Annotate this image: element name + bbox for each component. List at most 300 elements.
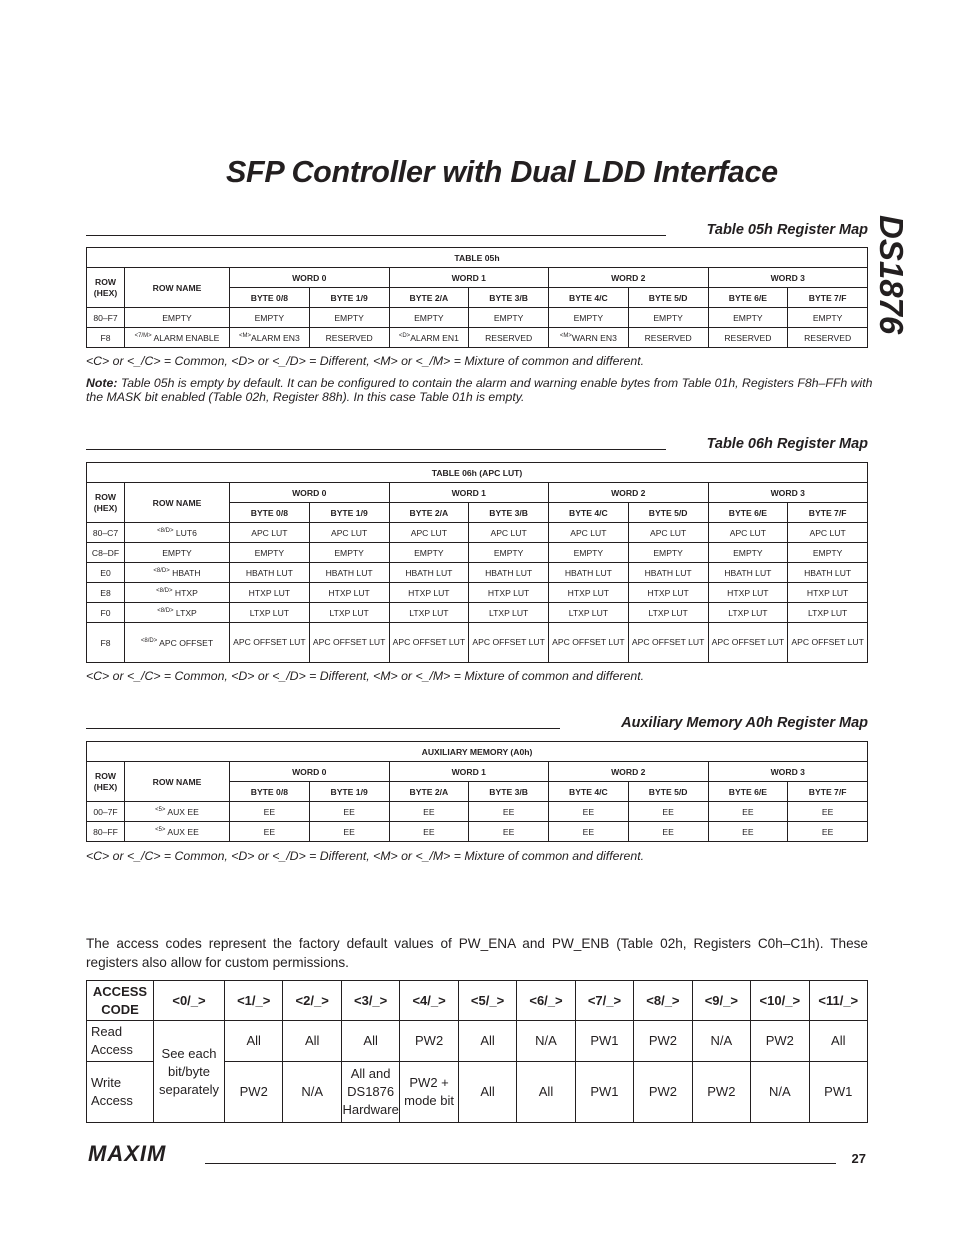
- row-cell: [549, 328, 629, 348]
- cell-text: HTXP LUT: [806, 587, 849, 598]
- row-cell: [628, 802, 708, 822]
- cell-text: HTXP LUT: [408, 587, 450, 598]
- cell-text: ALARM EN3: [251, 332, 300, 343]
- cell-text: EE: [263, 806, 276, 817]
- page-number: 27: [851, 1151, 866, 1166]
- row-cell: [628, 822, 708, 842]
- row-cell: [708, 623, 788, 663]
- row-name-code: <8/D>: [140, 637, 158, 644]
- row-name: [125, 603, 230, 623]
- col-header-word: WORD 3: [708, 268, 868, 288]
- row-cell: [628, 623, 708, 663]
- row-name-text: LUT6: [173, 527, 197, 538]
- footer-rule: [205, 1163, 836, 1164]
- cell-code: <M>: [559, 332, 572, 339]
- cell-text: HBATH LUT: [724, 567, 772, 578]
- row-cell: [788, 543, 868, 563]
- cell-text: APC OFFSET LUT: [392, 637, 466, 647]
- row-cell: [788, 583, 868, 603]
- write-access-cell: PW1: [575, 1062, 633, 1123]
- access-header-first: ACCESS CODE: [87, 981, 154, 1021]
- row-name: [125, 563, 230, 583]
- table-row: [87, 802, 868, 822]
- row-cell: [309, 603, 389, 623]
- row-cell: [469, 523, 549, 543]
- cell-text: LTXP LUT: [409, 607, 449, 618]
- table-row: [87, 308, 868, 328]
- cell-text: EE: [502, 826, 515, 837]
- cell-text: APC OFFSET LUT: [312, 637, 386, 647]
- cell-text: APC LUT: [410, 527, 448, 538]
- table-row: [87, 543, 868, 563]
- note-text: Table 05h is empty by default. It can be configured to contain the alarm and warning enable bytes from Table 01h, Registers F8h–FFh with the MASK bit enabled (Table 02h, Register 88h). In this case Table 01h is empty.: [86, 376, 873, 404]
- cell-text: APC LUT: [490, 527, 527, 538]
- row-cell: [549, 822, 629, 842]
- cell-text: HTXP LUT: [647, 587, 689, 598]
- col-header-byte: BYTE 7/F: [788, 288, 868, 308]
- col-header-byte: BYTE 3/B: [469, 288, 549, 308]
- read-access-cell: PW2: [751, 1021, 809, 1062]
- row-cell: [788, 328, 868, 348]
- row-cell: [708, 822, 788, 842]
- row-hex: 00–7F: [87, 802, 125, 822]
- row-hex: E0: [87, 563, 125, 583]
- col-header-word: WORD 1: [389, 762, 549, 782]
- row-cell: [389, 308, 469, 328]
- cell-text: APC LUT: [330, 527, 368, 538]
- row-name: [125, 543, 230, 563]
- row-cell: [628, 563, 708, 583]
- row-name-code: <8/D>: [157, 607, 174, 614]
- row-cell: [708, 583, 788, 603]
- row-cell: [389, 623, 469, 663]
- document-title: SFP Controller with Dual LDD Interface: [226, 155, 778, 189]
- access-code-header: <11/_>: [809, 981, 867, 1021]
- cell-text: EMPTY: [653, 312, 683, 323]
- row-cell: [708, 603, 788, 623]
- row-cell: [389, 603, 469, 623]
- col-header-byte: BYTE 7/F: [788, 782, 868, 802]
- row-cell: [549, 623, 629, 663]
- cell-text: EE: [343, 806, 355, 817]
- row-name-code: <8/D>: [157, 527, 174, 534]
- col-header-byte: BYTE 6/E: [708, 503, 788, 523]
- row-cell: [389, 822, 469, 842]
- cell-text: EE: [423, 806, 435, 817]
- col-header-byte: BYTE 1/9: [309, 503, 389, 523]
- col-header-row-hex: ROW (HEX): [87, 268, 125, 308]
- row-cell: [230, 822, 310, 842]
- access-code-header: <1/_>: [225, 981, 283, 1021]
- read-access-cell: N/A: [517, 1021, 575, 1062]
- col-header-byte: BYTE 7/F: [788, 503, 868, 523]
- row-cell: [708, 328, 788, 348]
- cell-text: APC LUT: [570, 527, 607, 538]
- col-header-byte: BYTE 6/E: [708, 288, 788, 308]
- note-label: Note:: [86, 376, 118, 390]
- row-cell: [309, 822, 389, 842]
- row-cell: [230, 563, 310, 583]
- row-name-code: <5>: [155, 806, 166, 813]
- cell-text: RESERVED: [325, 332, 373, 343]
- col-header-word: WORD 0: [230, 483, 390, 503]
- cell-text: LTXP LUT: [728, 607, 768, 618]
- row-cell: [628, 308, 708, 328]
- row-name-text: AUX EE: [165, 826, 199, 837]
- cell-text: EMPTY: [493, 312, 524, 323]
- maxim-logo: [88, 1143, 203, 1163]
- row-hex: 80–F7: [87, 308, 125, 328]
- row-name: [125, 822, 230, 842]
- row-hex: F0: [87, 603, 125, 623]
- cell-text: EMPTY: [733, 547, 763, 558]
- table-caption: AUXILIARY MEMORY (A0h): [87, 742, 868, 762]
- cell-text: LTXP LUT: [488, 607, 529, 618]
- col-header-byte: BYTE 3/B: [469, 782, 549, 802]
- cell-text: HBATH LUT: [245, 567, 293, 578]
- row-cell: [389, 543, 469, 563]
- cell-text: HBATH LUT: [804, 567, 852, 578]
- aux-register-map: [86, 741, 868, 842]
- row-name-code: <8/D>: [156, 587, 173, 594]
- read-access-cell: All: [341, 1021, 399, 1062]
- row-cell: [469, 822, 549, 842]
- cell-text: EE: [423, 826, 435, 837]
- row-cell: [549, 802, 629, 822]
- cell-text: RESERVED: [724, 332, 772, 343]
- row-hex: E8: [87, 583, 125, 603]
- row-cell: [389, 563, 469, 583]
- part-number-sidebar: [868, 215, 932, 345]
- cell-text: EMPTY: [573, 312, 604, 323]
- row-cell: [230, 802, 310, 822]
- read-access-cell: All: [283, 1021, 341, 1062]
- read-access-cell: All: [809, 1021, 867, 1062]
- row-cell: [708, 563, 788, 583]
- row-cell: [230, 328, 310, 348]
- svg-text:MAXIM: MAXIM: [88, 1143, 167, 1163]
- cell-text: APC LUT: [649, 527, 687, 538]
- col-header-byte: BYTE 2/A: [389, 503, 469, 523]
- row-cell: [628, 328, 708, 348]
- access-code-header: <10/_>: [751, 981, 809, 1021]
- cell-text: HTXP LUT: [567, 587, 610, 598]
- write-access-label: Write Access: [87, 1062, 154, 1123]
- read-access-cell: All: [458, 1021, 516, 1062]
- read-access-cell: PW1: [575, 1021, 633, 1062]
- cell-text: LTXP LUT: [329, 607, 369, 618]
- row-cell: [469, 308, 549, 328]
- cell-code: <D>: [398, 332, 411, 339]
- cell-text: HTXP LUT: [487, 587, 530, 598]
- row-cell: [549, 563, 629, 583]
- row-cell: [469, 543, 549, 563]
- table-row: [87, 623, 868, 663]
- col-header-byte: BYTE 4/C: [549, 288, 629, 308]
- access-code-header: <3/_>: [341, 981, 399, 1021]
- table-caption: TABLE 06h (APC LUT): [87, 463, 868, 483]
- row-cell: [549, 543, 629, 563]
- col-header-word: WORD 2: [549, 762, 709, 782]
- access-code-header: <0/_>: [154, 981, 225, 1021]
- table-row: [87, 822, 868, 842]
- row-cell: [230, 583, 310, 603]
- cell-text: HTXP LUT: [248, 587, 291, 598]
- access-code-table: [86, 980, 868, 1123]
- col-header-word: WORD 3: [708, 483, 868, 503]
- read-access-cell: N/A: [692, 1021, 750, 1062]
- col-header-word: WORD 2: [549, 268, 709, 288]
- row-cell: [708, 543, 788, 563]
- row-cell: [309, 623, 389, 663]
- table-row: [87, 328, 868, 348]
- table-row: [87, 583, 868, 603]
- row-cell: [788, 623, 868, 663]
- col-header-byte: BYTE 2/A: [389, 782, 469, 802]
- table-row: [87, 603, 868, 623]
- row-cell: [549, 523, 629, 543]
- row-name-text: HBATH: [169, 567, 201, 578]
- row-hex: C8–DF: [87, 543, 125, 563]
- row-cell: [309, 328, 389, 348]
- cell-text: EMPTY: [653, 547, 683, 558]
- cell-text: LTXP LUT: [807, 607, 848, 618]
- cell-text: HTXP LUT: [328, 587, 370, 598]
- col-header-byte: BYTE 0/8: [230, 782, 310, 802]
- col-header-word: WORD 0: [230, 762, 390, 782]
- col-header-byte: BYTE 5/D: [628, 503, 708, 523]
- cell-text: HBATH LUT: [485, 567, 533, 578]
- row-cell: [389, 328, 469, 348]
- cell-text: EMPTY: [414, 547, 444, 558]
- cell-text: ALARM EN1: [410, 332, 459, 343]
- read-access-cell: All: [225, 1021, 283, 1062]
- col-header-byte: BYTE 0/8: [230, 503, 310, 523]
- row-hex: 80–C7: [87, 523, 125, 543]
- col-header-byte: BYTE 6/E: [708, 782, 788, 802]
- col-header-byte: BYTE 2/A: [389, 288, 469, 308]
- row-cell: [469, 603, 549, 623]
- row-cell: [469, 563, 549, 583]
- row-cell: [469, 623, 549, 663]
- row-cell: [628, 583, 708, 603]
- row-cell: [788, 603, 868, 623]
- row-cell: [788, 308, 868, 328]
- cell-text: EMPTY: [812, 547, 843, 558]
- row-cell: [708, 523, 788, 543]
- cell-text: EE: [662, 806, 674, 817]
- cell-text: EMPTY: [812, 312, 843, 323]
- row-name-text: AUX EE: [165, 806, 199, 817]
- cell-text: APC LUT: [251, 527, 288, 538]
- cell-text: HTXP LUT: [727, 587, 769, 598]
- col-header-row-hex: ROW (HEX): [87, 762, 125, 802]
- write-access-cell: PW2: [634, 1062, 692, 1123]
- access-intro: The access codes represent the factory default values of PW_ENA and PW_ENB (Table 02h, Registers C0h–C1h). These registers also allow for custom permissions.: [86, 936, 868, 970]
- col-header-word: WORD 2: [549, 483, 709, 503]
- row-cell: [788, 822, 868, 842]
- row-cell: [628, 543, 708, 563]
- access-code-header: <4/_>: [400, 981, 458, 1021]
- write-access-cell: N/A: [751, 1062, 809, 1123]
- cell-text: EE: [263, 826, 276, 837]
- cell-text: RESERVED: [644, 332, 692, 343]
- row-cell: [469, 802, 549, 822]
- col-header-byte: BYTE 1/9: [309, 288, 389, 308]
- table05-note: [86, 376, 876, 404]
- write-access-cell: PW1: [809, 1062, 867, 1123]
- cell-text: EE: [582, 826, 595, 837]
- row-cell: [469, 328, 549, 348]
- row-hex: 80–FF: [87, 822, 125, 842]
- row-name: [125, 308, 230, 328]
- row-cell: [788, 563, 868, 583]
- col-header-byte: BYTE 3/B: [469, 503, 549, 523]
- cell-text: EE: [821, 826, 834, 837]
- row-cell: [230, 523, 310, 543]
- table-caption: TABLE 05h: [87, 248, 868, 268]
- row-cell: [309, 563, 389, 583]
- cell-text: APC OFFSET LUT: [631, 637, 705, 647]
- write-access-cell: N/A: [283, 1062, 341, 1123]
- col-header-byte: BYTE 5/D: [628, 288, 708, 308]
- row-cell: [628, 603, 708, 623]
- row-name: [125, 802, 230, 822]
- access-code-header: <7/_>: [575, 981, 633, 1021]
- row-cell: [708, 802, 788, 822]
- row-name-text: HTXP: [172, 587, 198, 598]
- table-row: [87, 563, 868, 583]
- row-cell: [309, 543, 389, 563]
- cell-text: APC OFFSET LUT: [791, 637, 864, 647]
- row-cell: [549, 308, 629, 328]
- read-access-cell: PW2: [634, 1021, 692, 1062]
- access-code-header: <6/_>: [517, 981, 575, 1021]
- write-access-cell: PW2: [692, 1062, 750, 1123]
- row-cell: [309, 308, 389, 328]
- row-name-code: <5>: [155, 826, 166, 833]
- row-cell: [309, 523, 389, 543]
- cell-text: EE: [502, 806, 515, 817]
- cell-text: LTXP LUT: [249, 607, 290, 618]
- legend: <C> or <_/C> = Common, <D> or <_/D> = Different, <M> or <_/M> = Mixture of common and different.: [86, 849, 645, 863]
- part-number: DS1876: [873, 215, 910, 335]
- row-cell: [230, 543, 310, 563]
- legend: <C> or <_/C> = Common, <D> or <_/D> = Different, <M> or <_/M> = Mixture of common and different.: [86, 669, 645, 683]
- row-cell: [230, 308, 310, 328]
- row-cell: [389, 523, 469, 543]
- row-name-text: LTXP: [173, 607, 197, 618]
- cell-text: HBATH LUT: [564, 567, 612, 578]
- cell-text: APC LUT: [809, 527, 846, 538]
- access-code-header: <8/_>: [634, 981, 692, 1021]
- cell-text: EMPTY: [493, 547, 524, 558]
- cell-text: EMPTY: [334, 312, 364, 323]
- cell-text: EE: [343, 826, 355, 837]
- cell-code: <M>: [239, 332, 252, 339]
- cell-text: EMPTY: [733, 312, 763, 323]
- col-header-byte: BYTE 0/8: [230, 288, 310, 308]
- write-access-cell: PW2: [225, 1062, 283, 1123]
- table-row: [87, 523, 868, 543]
- cell-text: EE: [662, 826, 674, 837]
- table06-register-map: [86, 462, 868, 663]
- cell-text: EE: [742, 826, 754, 837]
- row-cell: [788, 523, 868, 543]
- row-name: [125, 328, 230, 348]
- row-cell: [389, 583, 469, 603]
- table05-register-map: [86, 247, 868, 348]
- col-header-byte: BYTE 4/C: [549, 503, 629, 523]
- cell-text: RESERVED: [804, 332, 852, 343]
- legend: <C> or <_/C> = Common, <D> or <_/D> = Different, <M> or <_/M> = Mixture of common and different.: [86, 354, 645, 368]
- row-cell: [788, 802, 868, 822]
- cell-text: APC OFFSET LUT: [472, 637, 545, 647]
- cell-text: LTXP LUT: [648, 607, 688, 618]
- cell-text: HBATH LUT: [644, 567, 692, 578]
- cell-text: EE: [742, 806, 754, 817]
- cell-text: APC OFFSET LUT: [233, 637, 306, 647]
- col-header-row-name: ROW NAME: [125, 268, 230, 308]
- table05-heading: Table 05h Register Map: [86, 218, 868, 238]
- col-header-row-name: ROW NAME: [125, 762, 230, 802]
- row-name-code: <8/D>: [153, 567, 170, 574]
- code0-cell: See each bit/byte separately: [154, 1021, 225, 1123]
- col-header-word: WORD 1: [389, 268, 549, 288]
- row-cell: [309, 802, 389, 822]
- col-header-byte: BYTE 4/C: [549, 782, 629, 802]
- write-access-cell: All and DS1876 Hardware: [341, 1062, 399, 1123]
- aux-heading: Auxiliary Memory A0h Register Map: [86, 711, 868, 731]
- table06-heading: Table 06h Register Map: [86, 432, 868, 452]
- cell-text: HBATH LUT: [325, 567, 373, 578]
- row-hex: F8: [87, 328, 125, 348]
- read-access-label: Read Access: [87, 1021, 154, 1062]
- cell-text: EMPTY: [254, 547, 285, 558]
- cell-text: EMPTY: [334, 547, 364, 558]
- write-access-cell: All: [517, 1062, 575, 1123]
- col-header-word: WORD 3: [708, 762, 868, 782]
- cell-text: EMPTY: [573, 547, 604, 558]
- cell-text: APC OFFSET LUT: [711, 637, 785, 647]
- col-header-word: WORD 0: [230, 268, 390, 288]
- cell-text: EE: [821, 806, 834, 817]
- row-cell: [628, 523, 708, 543]
- row-cell: [230, 603, 310, 623]
- cell-text: LTXP LUT: [568, 607, 609, 618]
- cell-text: EMPTY: [414, 312, 444, 323]
- row-cell: [469, 583, 549, 603]
- row-name: [125, 523, 230, 543]
- cell-text: WARN EN3: [571, 332, 617, 343]
- cell-text: HBATH LUT: [405, 567, 453, 578]
- write-access-cell: All: [458, 1062, 516, 1123]
- cell-text: APC OFFSET LUT: [552, 637, 625, 647]
- row-name-text: APC OFFSET: [157, 637, 214, 648]
- row-cell: [230, 623, 310, 663]
- row-name: [125, 583, 230, 603]
- col-header-byte: BYTE 5/D: [628, 782, 708, 802]
- row-cell: [309, 583, 389, 603]
- row-name-text: ALARM ENABLE: [151, 332, 220, 343]
- col-header-row-name: ROW NAME: [125, 483, 230, 523]
- row-name-code: <7/M>: [134, 332, 152, 339]
- cell-text: EE: [582, 806, 595, 817]
- read-access-cell: PW2: [400, 1021, 458, 1062]
- row-hex: F8: [87, 623, 125, 663]
- write-access-cell: PW2 + mode bit: [400, 1062, 458, 1123]
- row-cell: [389, 802, 469, 822]
